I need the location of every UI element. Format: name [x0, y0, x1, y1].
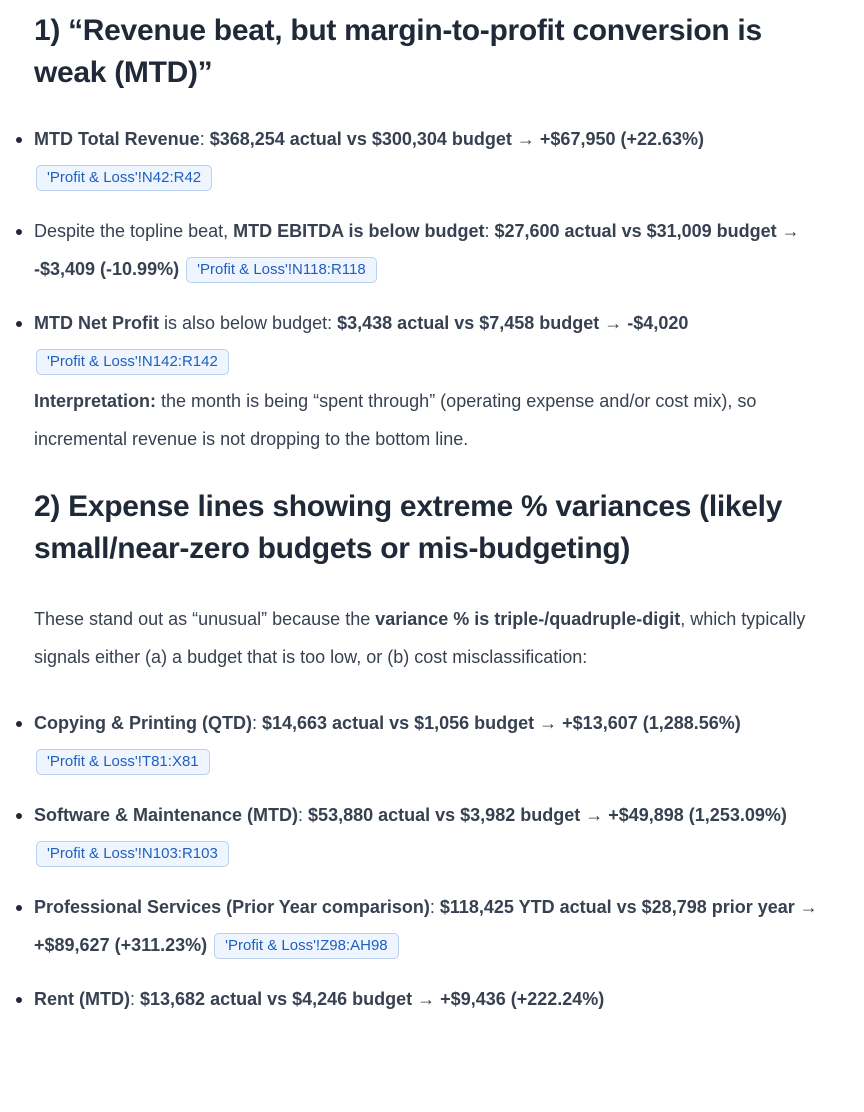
arrow-icon: → — [580, 805, 609, 825]
item-label: MTD Net Profit — [34, 313, 159, 333]
item-figures: $27,600 actual vs $31,009 budget — [494, 221, 777, 241]
arrow-icon: → — [412, 989, 441, 1009]
item-figures: $53,880 actual vs $3,982 budget — [308, 805, 581, 825]
item-variance: +$9,436 (+222.24%) — [440, 989, 605, 1009]
item-figures: $118,425 YTD actual vs $28,798 prior year — [439, 897, 795, 917]
cell-reference-chip[interactable]: 'Profit & Loss'!N103:R103 — [36, 841, 229, 867]
cell-reference-chip[interactable]: 'Profit & Loss'!T81:X81 — [36, 749, 210, 775]
cell-reference-chip[interactable]: 'Profit & Loss'!N142:R142 — [36, 349, 229, 375]
arrow-icon: → — [511, 129, 540, 149]
item-figures: $3,438 actual vs $7,458 budget — [337, 313, 600, 333]
item-variance: -$3,409 (-10.99%) — [34, 259, 180, 279]
item-label: Software & Maintenance (MTD) — [34, 805, 299, 825]
cell-reference-chip[interactable]: 'Profit & Loss'!N42:R42 — [36, 165, 212, 191]
item-figures: $14,663 actual vs $1,056 budget — [261, 713, 535, 733]
list-item: Software & Maintenance (MTD): $53,880 actual vs $3,982 budget → +$49,898 (1,253.09%) 'Profit & Loss'!N103:R103 — [34, 796, 842, 872]
item-label: Copying & Printing (QTD) — [34, 713, 252, 733]
arrow-icon: → — [794, 897, 818, 917]
section-1-list — [34, 120, 842, 380]
item-figures: $13,682 actual vs $4,246 budget — [140, 989, 413, 1009]
list-item: Despite the topline beat, MTD EBITDA is below budget: $27,600 actual vs $31,009 budget → -$3,409 (-10.99%) 'Profit & Loss'!N118:R118 — [34, 212, 842, 288]
item-label: Professional Services (Prior Year comparison) — [34, 897, 430, 917]
list-item: Rent (MTD): $13,682 actual vs $4,246 budget → +$9,436 (+222.24%) — [34, 980, 842, 1018]
item-label: MTD Total Revenue — [34, 129, 200, 149]
item-label: MTD EBITDA is below budget — [233, 221, 485, 241]
item-variance: +$49,898 (1,253.09%) — [608, 805, 787, 825]
item-label: Rent (MTD) — [34, 989, 130, 1009]
list-item: Copying & Printing (QTD): $14,663 actual vs $1,056 budget → +$13,607 (1,288.56%) 'Profit & Loss'!T81:X81 — [34, 704, 842, 780]
list-item: Professional Services (Prior Year comparison): $118,425 YTD actual vs $28,798 prior year → +$89,627 (+311.23%) 'Profit & Loss'!Z98:AH98 — [34, 888, 842, 964]
cell-reference-chip[interactable]: 'Profit & Loss'!Z98:AH98 — [214, 933, 398, 959]
arrow-icon: → — [776, 221, 800, 241]
list-item: MTD Total Revenue: $368,254 actual vs $300,304 budget → +$67,950 (+22.63%) 'Profit & Loss'!N42:R42 — [34, 120, 842, 196]
item-figures: $368,254 actual vs $300,304 budget — [209, 129, 512, 149]
item-variance: +$13,607 (1,288.56%) — [562, 713, 741, 733]
section-2-heading: 2) Expense lines showing extreme % variances (likely small/near-zero budgets or mis-budgeting) — [34, 490, 783, 565]
item-variance: +$67,950 (+22.63%) — [539, 129, 705, 149]
item-variance: -$4,020 — [627, 313, 689, 333]
section-1-heading: 1) “Revenue beat, but margin-to-profit conversion is weak (MTD)” — [34, 14, 762, 89]
list-item: MTD Net Profit is also below budget: $3,438 actual vs $7,458 budget → -$4,020 'Profit & Loss'!N142:R142 — [34, 304, 842, 380]
item-variance: +$89,627 (+311.23%) — [34, 935, 208, 955]
cell-reference-chip[interactable]: 'Profit & Loss'!N118:R118 — [186, 257, 377, 283]
section-2-list — [34, 704, 842, 1018]
arrow-icon: → — [599, 313, 628, 333]
interpretation-paragraph: Interpretation: the month is being “spent through” (operating expense and/or cost mix), so incremental revenue is not dropping to the bottom line. — [34, 391, 757, 449]
section-2-intro: These stand out as “unusual” because the variance % is triple-/quadruple-digit, which typically signals either (a) a budget that is too low, or (b) cost misclassification: — [34, 609, 806, 667]
arrow-icon: → — [534, 713, 563, 733]
